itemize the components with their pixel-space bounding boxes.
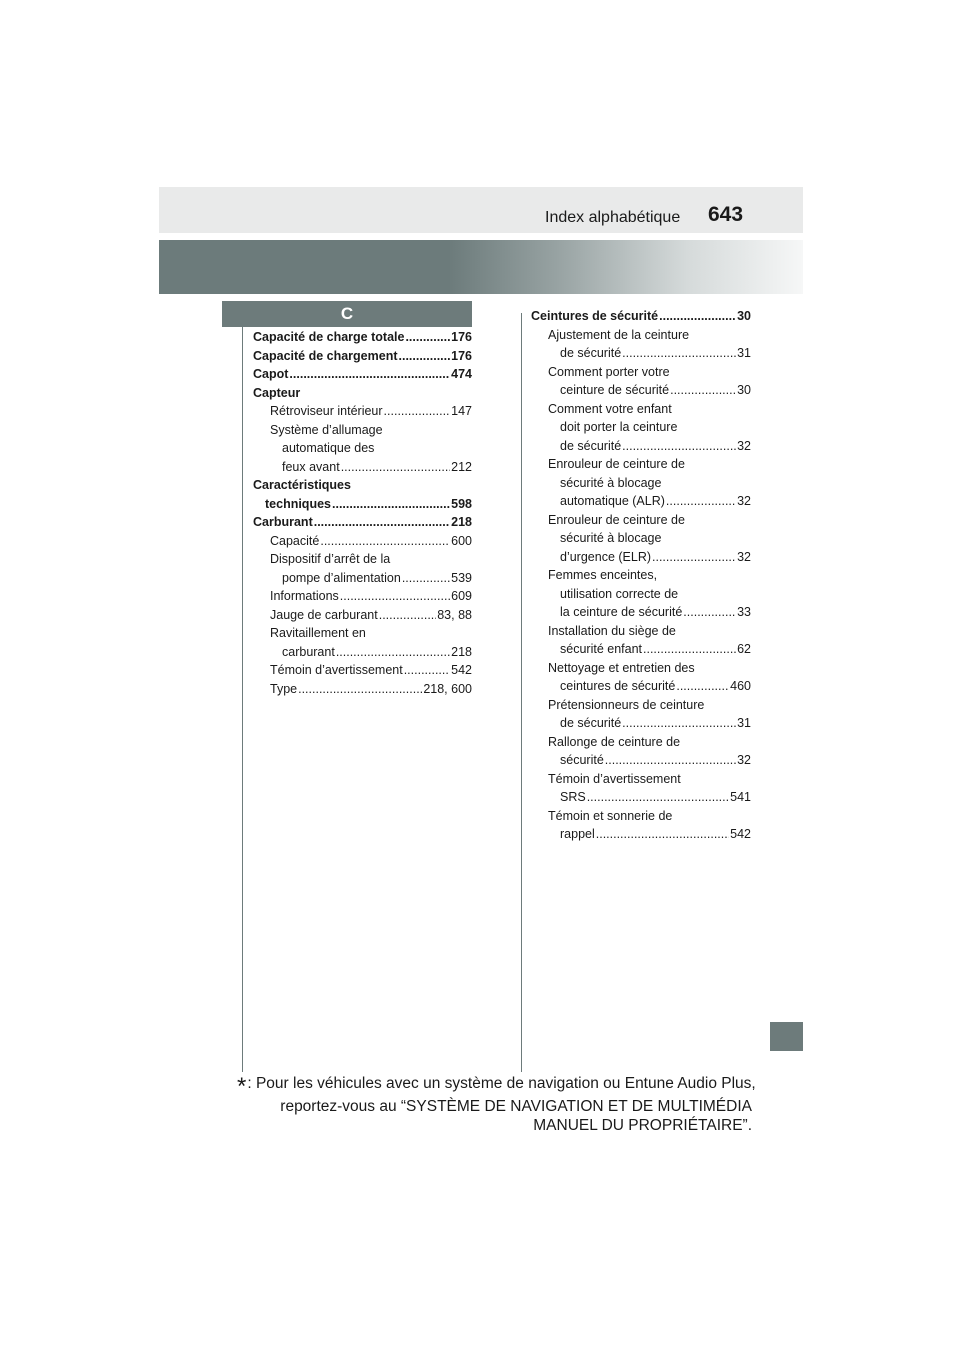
index-entry-text: de sécurité [560,346,622,360]
index-entry [531,418,751,437]
index-entry-text: Capteur [253,385,301,400]
dot-leader [379,606,437,625]
index-entry [531,603,751,622]
dot-leader [336,643,450,662]
index-entry-page: 30 [737,309,751,323]
footnote-line-2: reportez-vous au “SYSTÈME DE NAVIGATION ET DE MULTIMÉDIA [280,1097,752,1115]
index-entry [253,402,472,421]
dot-leader [683,603,736,622]
index-entry [531,677,751,696]
index-entry [253,569,472,588]
index-entry [531,622,751,641]
header-bar [159,187,803,233]
index-entry-text: Comment votre enfant [548,401,672,416]
index-entry-text: sécurité à blocage [560,531,662,545]
index-entry-text: Femmes enceintes, [548,568,658,582]
index-entry-page: 32 [737,494,751,508]
dot-leader [298,680,422,699]
page-number: 643 [708,203,744,226]
dot-leader [622,714,736,733]
index-entry [253,587,472,606]
dot-leader [405,328,450,347]
footnote-marker: * [237,1073,247,1100]
index-entry [253,550,472,569]
index-entry-text: Rallonge de ceinture de [548,734,681,749]
index-entry-text: Jauge de carburant [270,607,378,622]
dot-leader [320,532,450,551]
index-entry-text: sécurité enfant [560,642,642,656]
index-entry [253,458,472,477]
index-entry-text: sécurité à blocage [560,475,662,490]
dot-leader [676,677,729,696]
index-entry-page: 32 [737,753,751,767]
index-entry-page: 474 [451,367,472,381]
index-entry-page: 600 [451,533,472,548]
index-entry-text: Informations [270,589,339,603]
index-entry-text: SRS [560,790,586,804]
header-title: Index alphabétique [545,209,681,226]
index-entry-page: 176 [451,348,472,363]
index-entry [531,511,751,530]
index-entry [531,400,751,419]
index-entry [531,566,751,585]
dot-leader [643,640,736,659]
dot-leader [399,347,451,366]
header-gradient-band [159,240,803,294]
index-entry-page: 212 [451,459,472,474]
index-entry [253,365,472,384]
index-entry-text: Caractéristiques [253,478,351,492]
index-entry-page: 609 [451,589,472,603]
index-entry [531,696,751,715]
index-entry [253,532,472,551]
index-entry-text: Capacité de charge totale [253,330,405,344]
index-entry [531,807,751,826]
index-entry-text: Enrouleur de ceinture de [548,457,685,471]
index-entry-text: Comment porter votre [548,364,670,379]
index-entry-text: Capacité de chargement [253,348,398,363]
index-entry-text: Témoin et sonnerie de [548,808,673,823]
index-entry-text: doit porter la ceinture [560,420,678,434]
index-entry [253,421,472,440]
index-entry-text: Prétensionneurs de ceinture [548,697,705,712]
index-entry-page: 539 [451,570,472,585]
index-entry-text: Dispositif d’arrêt de la [270,552,391,566]
index-entry-text: rappel [560,827,595,841]
index-entry-text: carburant [282,644,335,659]
index-entry-page: 62 [737,642,751,656]
index-entry [531,640,751,659]
index-entry [531,307,751,326]
index-entry-text: Type [270,681,298,696]
index-entry-page: 33 [737,605,751,619]
dot-leader [402,569,450,588]
dot-leader [340,587,450,606]
index-entry [531,529,751,548]
index-entry [253,606,472,625]
index-entry-text: Installation du siège de [548,623,676,638]
index-entry-text: automatique (ALR) [560,494,665,508]
index-entry-page: 218 [451,515,472,529]
dot-leader [670,381,736,400]
dot-leader [596,825,729,844]
index-entry-text: ceinture de sécurité [560,383,670,397]
index-entry [531,474,751,493]
index-entry-text: Capacité [270,533,320,548]
footnote-line-3: MANUEL DU PROPRIÉTAIRE”. [533,1117,752,1134]
section-letter-tab [222,301,472,327]
index-entry [253,439,472,458]
index-entry-page: 541 [730,790,751,804]
index-entry-page: 542 [730,827,751,841]
column-rule-middle [521,313,522,1072]
footnote-line-1: *: Pour les véhicules avec un système de navigation ou Entune Audio Plus, [237,1073,756,1100]
index-entry [531,585,751,604]
index-entry [531,825,751,844]
column-rule-left [242,327,243,1072]
index-entry-text: sécurité [560,753,604,767]
index-entry-text: automatique des [282,441,375,455]
dot-leader [587,788,729,807]
index-entry [531,733,751,752]
index-column-right [531,307,751,844]
index-entry [253,476,472,495]
dot-leader [332,495,450,514]
index-column-left [253,328,472,698]
index-entry-text: de sécurité [560,716,622,730]
index-entry [253,643,472,662]
dot-leader [659,307,736,326]
index-entry-text: Carburant [253,515,313,529]
index-entry [531,770,751,789]
index-entry-text: pompe d’alimentation [282,570,401,585]
dot-leader [404,661,450,680]
dot-leader [622,344,736,363]
index-entry-page: 32 [737,549,751,564]
index-entry-text: de sécurité [560,438,622,453]
dot-leader [341,458,450,477]
index-entry-page: 218, 600 [423,681,472,696]
dot-leader [384,402,451,421]
index-entry-page: 176 [451,330,472,344]
footnote [237,1073,756,1136]
index-entry-text: ceintures de sécurité [560,679,676,693]
dot-leader [314,513,450,532]
index-entry-text: Enrouleur de ceinture de [548,512,685,527]
index-entry [531,381,751,400]
index-entry-text: Capot [253,367,289,381]
index-entry-page: 460 [730,679,751,693]
index-entry-text: Ceintures de sécurité [531,309,659,323]
index-entry-page: 83, 88 [437,607,472,622]
index-entry-text: la ceinture de sécurité [560,605,683,619]
index-entry-text: utilisation correcte de [560,586,679,601]
index-entry [253,513,472,532]
index-entry [253,495,472,514]
index-entry [531,548,751,567]
index-entry [531,714,751,733]
index-entry-page: 31 [737,716,751,730]
index-entry [531,751,751,770]
side-index-tab [770,1022,803,1051]
index-entry [531,659,751,678]
index-entry-page: 32 [737,438,751,453]
dot-leader [652,548,736,567]
dot-leader [289,365,450,384]
dot-leader [666,492,736,511]
index-entry [531,437,751,456]
index-entry-page: 542 [451,663,472,677]
dot-leader [605,751,736,770]
index-entry [531,492,751,511]
index-entry [531,326,751,345]
index-entry [253,347,472,366]
index-entry-text: Nettoyage et entretien des [548,660,695,675]
dot-leader [622,437,736,456]
index-entry [531,455,751,474]
index-entry [531,363,751,382]
index-entry [253,680,472,699]
index-entry-page: 147 [451,404,472,418]
index-entry [253,328,472,347]
index-entry [253,384,472,403]
section-letter: C [340,304,354,323]
index-entry-text: Ravitaillement en [270,626,366,640]
index-entry [531,344,751,363]
index-entry [253,624,472,643]
index-entry [531,788,751,807]
index-entry-text: Rétroviseur intérieur [270,404,383,418]
index-entry-page: 218 [451,644,472,659]
index-entry-page: 598 [451,496,472,511]
index-entry-text: d’urgence (ELR) [560,549,652,564]
index-entry-text: Témoin d’avertissement [548,771,681,786]
index-entry-page: 31 [737,346,751,360]
index-entry-text: techniques [265,496,331,511]
index-entry [253,661,472,680]
index-entry-page: 30 [737,383,751,397]
index-entry-text: Ajustement de la ceinture [548,327,690,342]
index-entry-text: Système d’allumage [270,422,383,437]
index-entry-text: Témoin d’avertissement [270,663,403,677]
index-entry-text: feux avant [282,459,340,474]
